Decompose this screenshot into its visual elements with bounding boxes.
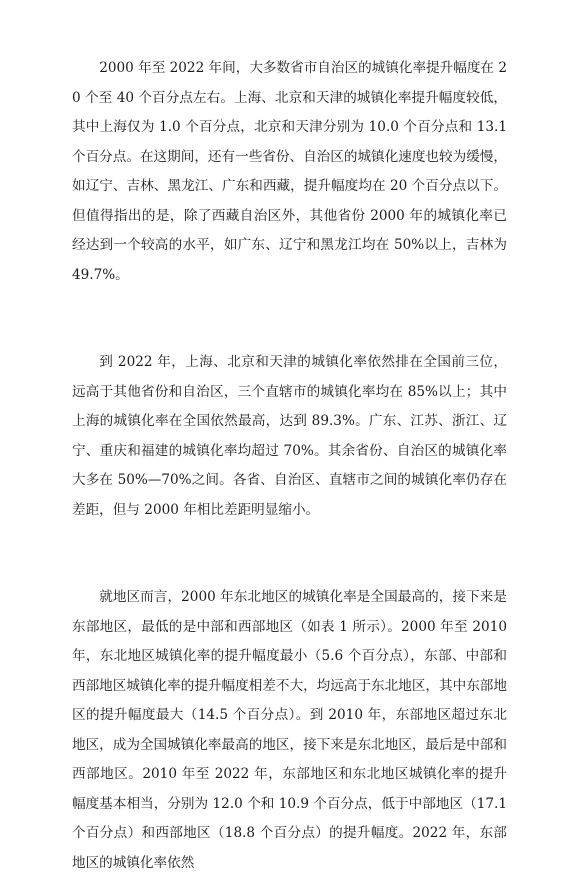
paragraph-urbanization-2022-ranking: 到 2022 年，上海、北京和天津的城镇化率依然排在全国前三位，远高于其他省份和自治区，三个直辖市的城镇化率均在 85%以上；其中上海的城镇化率在全国依然最高，达到 89.3%。广东、江苏、浙江、辽宁、重庆和福建的城镇化率均超过 70%。其余省份、自治区的城镇化率大多在 50%—70%之间。各省、自治区、直辖市之间的城镇化率仍存在差距，但与 2000 年相比差距明显缩小。 — [72, 354, 507, 518]
paragraph-spacer — [72, 525, 507, 583]
paragraph-spacer — [72, 290, 507, 348]
paragraph-urbanization-growth-2000-2022: 2000 年至 2022 年间，大多数省市自治区的城镇化率提升幅度在 20 个至 40 个百分点左右。上海、北京和天津的城镇化率提升幅度较低，其中上海仅为 1.0 个百分点，北京和天津分别为 10.0 个百分点和 13.1 个百分点。在这期间，还有一些省份、自治区的城镇化速度也较为缓慢，如辽宁、吉林、黑龙江、广东和西藏，提升幅度均在 20 个百分点以下。但值得指出的是，除了西藏自治区外，其他省份 2000 年的城镇化率已经达到一个较高的水平，如广东、辽宁和黑龙江均在 50%以上，吉林为 49.7%。 — [72, 60, 507, 283]
document-page — [72, 54, 507, 878]
paragraph-regional-urbanization: 就地区而言，2000 年东北地区的城镇化率是全国最高的，接下来是东部地区，最低的是中部和西部地区（如表 1 所示）。2000 年至 2010 年，东北地区城镇化率的提升幅度最小（5.6 个百分点），东部、中部和西部地区城镇化率的提升幅度相差不大，均远高于东北地区，其中东部地区的提升幅度最大（14.5 个百分点）。到 2010 年，东部地区超过东北地区，成为全国城镇化率最高的地区，接下来是东北地区，最后是中部和西部地区。2010 年至 2022 年，东部地区和东北地区城镇化率的提升幅度基本相当，分别为 12.0 个和 10.9 个百分点，低于中部地区（17.1 个百分点）和西部地区（18.8 个百分点）的提升幅度。2022 年，东部地区的城镇化率依然 — [72, 589, 507, 871]
